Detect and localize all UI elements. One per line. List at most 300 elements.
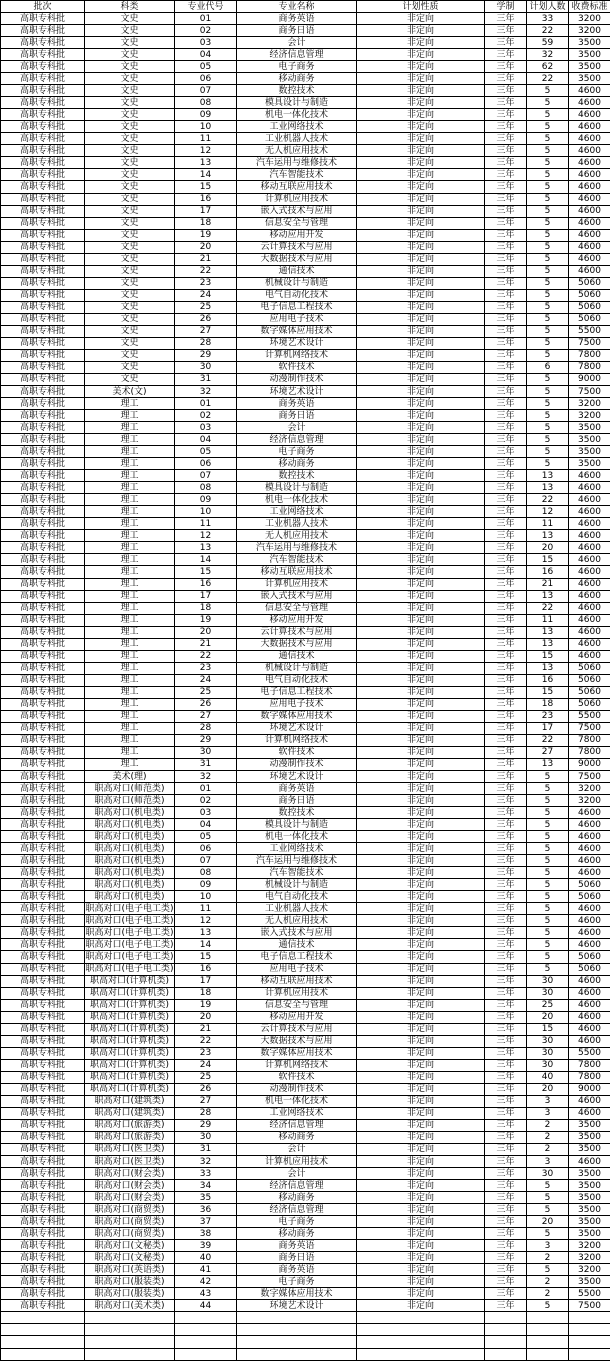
blank-cell	[237, 1324, 357, 1336]
major-name-cell: 商务日语	[237, 25, 357, 37]
batch-cell: 高职专科批	[1, 25, 85, 37]
table-row	[1, 939, 610, 951]
table-row	[1, 337, 610, 349]
major-name-cell: 会计	[237, 37, 357, 49]
major-code-cell: 24	[175, 289, 237, 301]
category-cell: 理工	[85, 446, 175, 458]
major-code-cell: 22	[175, 265, 237, 277]
plan-type-cell: 非定向	[357, 1276, 485, 1288]
table-row	[1, 963, 610, 975]
major-name-cell: 电子信息工程技术	[237, 301, 357, 313]
table-row	[1, 470, 610, 482]
duration-cell: 三年	[485, 771, 527, 783]
category-cell: 文史	[85, 13, 175, 25]
table-row	[1, 61, 610, 73]
tuition-cell: 4600	[569, 121, 610, 133]
major-code-cell: 19	[175, 229, 237, 241]
category-cell: 职高对口(医卫类)	[85, 1156, 175, 1168]
major-name-cell: 机电一体化技术	[237, 109, 357, 121]
table-row	[1, 831, 610, 843]
category-cell: 理工	[85, 590, 175, 602]
table-row	[1, 734, 610, 746]
table-row	[1, 265, 610, 277]
tuition-cell: 3500	[569, 1192, 610, 1204]
duration-cell: 三年	[485, 61, 527, 73]
plan-type-cell: 非定向	[357, 121, 485, 133]
duration-cell: 三年	[485, 289, 527, 301]
tuition-cell: 9000	[569, 373, 610, 385]
major-name-cell: 软件技术	[237, 746, 357, 758]
major-code-cell: 25	[175, 686, 237, 698]
category-cell: 文史	[85, 253, 175, 265]
batch-cell: 高职专科批	[1, 1131, 85, 1143]
duration-cell: 三年	[485, 337, 527, 349]
duration-cell: 三年	[485, 37, 527, 49]
plan-count-cell: 11	[527, 518, 569, 530]
major-code-cell: 17	[175, 590, 237, 602]
table-row	[1, 277, 610, 289]
blank-cell	[485, 1336, 527, 1348]
major-code-cell: 29	[175, 734, 237, 746]
blank-row	[1, 1336, 610, 1348]
major-code-cell: 16	[175, 578, 237, 590]
plan-type-cell: 非定向	[357, 13, 485, 25]
duration-cell: 三年	[485, 698, 527, 710]
major-code-cell: 21	[175, 1023, 237, 1035]
major-name-cell: 数字媒体应用技术	[237, 1047, 357, 1059]
major-name-cell: 移动应用开发	[237, 1011, 357, 1023]
batch-cell: 高职专科批	[1, 373, 85, 385]
duration-cell: 三年	[485, 361, 527, 373]
batch-cell: 高职专科批	[1, 518, 85, 530]
category-cell: 文史	[85, 361, 175, 373]
category-cell: 理工	[85, 602, 175, 614]
major-code-cell: 02	[175, 795, 237, 807]
plan-type-cell: 非定向	[357, 229, 485, 241]
major-name-cell: 工业网络技术	[237, 121, 357, 133]
batch-cell: 高职专科批	[1, 975, 85, 987]
batch-cell: 高职专科批	[1, 674, 85, 686]
plan-type-cell: 非定向	[357, 73, 485, 85]
duration-cell: 三年	[485, 638, 527, 650]
table-row	[1, 1288, 610, 1300]
category-cell: 文史	[85, 133, 175, 145]
tuition-cell: 4600	[569, 518, 610, 530]
tuition-cell: 4600	[569, 554, 610, 566]
plan-count-cell: 22	[527, 494, 569, 506]
table-row	[1, 145, 610, 157]
duration-cell: 三年	[485, 121, 527, 133]
plan-type-cell: 非定向	[357, 951, 485, 963]
plan-count-cell: 13	[527, 758, 569, 770]
tuition-cell: 3500	[569, 1180, 610, 1192]
category-cell: 职高对口(机电类)	[85, 855, 175, 867]
table-row	[1, 1300, 610, 1312]
duration-cell: 三年	[485, 626, 527, 638]
duration-cell: 三年	[485, 1107, 527, 1119]
major-code-cell: 01	[175, 398, 237, 410]
batch-cell: 高职专科批	[1, 1095, 85, 1107]
table-row	[1, 1216, 610, 1228]
category-cell: 职高对口(机电类)	[85, 843, 175, 855]
category-cell: 文史	[85, 25, 175, 37]
tuition-cell: 7800	[569, 349, 610, 361]
category-cell: 职高对口(电子电工类)	[85, 951, 174, 962]
batch-cell: 高职专科批	[1, 157, 85, 169]
tuition-cell: 4600	[569, 133, 610, 145]
table-row	[1, 373, 610, 385]
major-code-cell: 19	[175, 999, 237, 1011]
plan-count-cell: 5	[527, 121, 569, 133]
batch-cell: 高职专科批	[1, 145, 85, 157]
tuition-cell: 9000	[569, 1083, 610, 1095]
table-row	[1, 1059, 610, 1071]
duration-cell: 三年	[485, 301, 527, 313]
tuition-cell: 7500	[569, 771, 610, 783]
batch-cell: 高职专科批	[1, 37, 85, 49]
major-code-cell: 15	[175, 566, 237, 578]
blank-cell	[175, 1336, 237, 1348]
batch-cell: 高职专科批	[1, 1083, 85, 1095]
tuition-cell: 3500	[569, 1131, 610, 1143]
blank-cell	[1, 1312, 85, 1324]
plan-count-cell: 20	[527, 1011, 569, 1023]
major-name-cell: 电子信息工程技术	[237, 951, 357, 963]
major-code-cell: 06	[175, 843, 237, 855]
table-row	[1, 1071, 610, 1083]
category-cell: 职高对口(计算机类)	[85, 999, 175, 1011]
duration-cell: 三年	[485, 97, 527, 109]
category-cell: 理工	[85, 566, 175, 578]
duration-cell: 三年	[485, 1131, 527, 1143]
plan-type-cell: 非定向	[357, 1071, 485, 1083]
tuition-cell: 3500	[569, 1119, 610, 1131]
batch-cell: 高职专科批	[1, 963, 85, 975]
tuition-cell: 7500	[569, 337, 610, 349]
plan-count-cell: 5	[527, 301, 569, 313]
batch-cell: 高职专科批	[1, 578, 85, 590]
major-name-cell: 商务英语	[237, 1264, 357, 1276]
category-cell: 职高对口(电子电工类)	[85, 964, 174, 975]
category-cell: 文史	[85, 181, 175, 193]
major-code-cell: 02	[175, 410, 237, 422]
plan-count-cell: 30	[527, 1168, 569, 1180]
batch-cell: 高职专科批	[1, 686, 85, 698]
duration-cell: 三年	[485, 746, 527, 758]
category-cell: 职高对口(财会类)	[85, 1192, 175, 1204]
plan-count-cell: 5	[527, 265, 569, 277]
plan-count-cell: 5	[527, 867, 569, 879]
major-name-cell: 商务英语	[237, 398, 357, 410]
duration-cell: 三年	[485, 482, 527, 494]
plan-count-cell: 5	[527, 157, 569, 169]
plan-type-cell: 非定向	[357, 37, 485, 49]
table-row	[1, 205, 610, 217]
tuition-cell: 5060	[569, 301, 610, 313]
table-row	[1, 795, 610, 807]
major-code-cell: 06	[175, 73, 237, 85]
tuition-cell: 4600	[569, 494, 610, 506]
tuition-cell: 3500	[569, 73, 610, 85]
table-row	[1, 662, 610, 674]
table-row	[1, 422, 610, 434]
tuition-cell: 4600	[569, 1011, 610, 1023]
major-code-cell: 36	[175, 1204, 237, 1216]
plan-count-cell: 5	[527, 398, 569, 410]
duration-cell: 三年	[485, 554, 527, 566]
plan-type-cell: 非定向	[357, 1168, 485, 1180]
major-code-cell: 23	[175, 662, 237, 674]
duration-cell: 三年	[485, 602, 527, 614]
plan-count-cell: 3	[527, 1240, 569, 1252]
major-name-cell: 机械设计与制造	[237, 277, 357, 289]
category-cell: 理工	[85, 542, 175, 554]
plan-count-cell: 27	[527, 746, 569, 758]
batch-cell: 高职专科批	[1, 181, 85, 193]
major-code-cell: 02	[175, 25, 237, 37]
plan-count-cell: 2	[527, 1288, 569, 1300]
major-name-cell: 商务英语	[237, 783, 357, 795]
category-cell: 理工	[85, 398, 175, 410]
batch-cell: 高职专科批	[1, 1276, 85, 1288]
major-code-cell: 33	[175, 1168, 237, 1180]
plan-count-cell: 5	[527, 205, 569, 217]
category-cell: 文史	[85, 277, 175, 289]
tuition-cell: 5060	[569, 662, 610, 674]
plan-type-cell: 非定向	[357, 325, 485, 337]
plan-type-cell: 非定向	[357, 1131, 485, 1143]
major-code-cell: 08	[175, 97, 237, 109]
major-name-cell: 嵌入式技术与应用	[237, 590, 357, 602]
tuition-cell: 3500	[569, 434, 610, 446]
major-name-cell: 移动商务	[237, 73, 357, 85]
batch-cell: 高职专科批	[1, 301, 85, 313]
table-row	[1, 49, 610, 61]
blank-cell	[237, 1336, 357, 1348]
major-name-cell: 电子商务	[237, 1276, 357, 1288]
plan-type-cell: 非定向	[357, 157, 485, 169]
major-name-cell: 动漫制作技术	[237, 758, 357, 770]
duration-cell: 三年	[485, 855, 527, 867]
plan-count-cell: 20	[527, 1083, 569, 1095]
category-cell: 文史	[85, 49, 175, 61]
table-row	[1, 37, 610, 49]
category-cell: 职高对口(旅游类)	[85, 1131, 175, 1143]
batch-cell: 高职专科批	[1, 530, 85, 542]
plan-type-cell: 非定向	[357, 566, 485, 578]
major-name-cell: 大数据技术与应用	[237, 638, 357, 650]
major-name-cell: 电子商务	[237, 446, 357, 458]
plan-type-cell: 非定向	[357, 650, 485, 662]
batch-cell: 高职专科批	[1, 49, 85, 61]
plan-type-cell: 非定向	[357, 1059, 485, 1071]
plan-count-cell: 11	[527, 614, 569, 626]
plan-count-cell: 5	[527, 915, 569, 927]
category-cell: 职高对口(美术类)	[85, 1300, 175, 1312]
tuition-cell: 3200	[569, 410, 610, 422]
major-name-cell: 商务日语	[237, 1252, 357, 1264]
category-cell: 文史	[85, 37, 175, 49]
duration-cell: 三年	[485, 999, 527, 1011]
duration-cell: 三年	[485, 891, 527, 903]
batch-cell: 高职专科批	[1, 1240, 85, 1252]
plan-count-cell: 5	[527, 891, 569, 903]
batch-cell: 高职专科批	[1, 1011, 85, 1023]
duration-cell: 三年	[485, 686, 527, 698]
duration-cell: 三年	[485, 506, 527, 518]
plan-type-cell: 非定向	[357, 277, 485, 289]
table-row	[1, 121, 610, 133]
tuition-cell: 4600	[569, 602, 610, 614]
duration-cell: 三年	[485, 229, 527, 241]
major-name-cell: 数控技术	[237, 807, 357, 819]
category-cell: 理工	[85, 686, 175, 698]
tuition-cell: 3200	[569, 1240, 610, 1252]
table-row	[1, 771, 610, 783]
tuition-cell: 3500	[569, 1143, 610, 1155]
major-name-cell: 会计	[237, 1168, 357, 1180]
plan-type-cell: 非定向	[357, 506, 485, 518]
tuition-cell: 4600	[569, 999, 610, 1011]
major-code-cell: 31	[175, 758, 237, 770]
table-row	[1, 578, 610, 590]
batch-cell: 高职专科批	[1, 386, 85, 398]
major-name-cell: 计算机应用技术	[237, 1156, 357, 1168]
duration-cell: 三年	[485, 349, 527, 361]
duration-cell: 三年	[485, 566, 527, 578]
category-cell: 文史	[85, 349, 175, 361]
batch-cell: 高职专科批	[1, 1192, 85, 1204]
duration-cell: 三年	[485, 1228, 527, 1240]
category-cell: 文史	[85, 373, 175, 385]
table-row	[1, 903, 610, 915]
tuition-cell: 5060	[569, 698, 610, 710]
batch-cell: 高职专科批	[1, 915, 85, 927]
batch-cell: 高职专科批	[1, 97, 85, 109]
table-row	[1, 855, 610, 867]
duration-cell: 三年	[485, 446, 527, 458]
major-name-cell: 应用电子技术	[237, 963, 357, 975]
major-code-cell: 12	[175, 915, 237, 927]
major-code-cell: 25	[175, 1071, 237, 1083]
table-row	[1, 1047, 610, 1059]
major-name-cell: 移动互联应用技术	[237, 975, 357, 987]
plan-type-cell: 非定向	[357, 85, 485, 97]
plan-type-cell: 非定向	[357, 446, 485, 458]
duration-cell: 三年	[485, 1023, 527, 1035]
plan-type-cell: 非定向	[357, 1143, 485, 1155]
batch-cell: 高职专科批	[1, 1288, 85, 1300]
plan-count-cell: 5	[527, 85, 569, 97]
major-code-cell: 01	[175, 13, 237, 25]
major-code-cell: 24	[175, 674, 237, 686]
tuition-cell: 4600	[569, 578, 610, 590]
tuition-cell: 4600	[569, 638, 610, 650]
batch-cell: 高职专科批	[1, 1300, 85, 1312]
tuition-cell: 7500	[569, 386, 610, 398]
plan-count-cell: 5	[527, 903, 569, 915]
table-row	[1, 915, 610, 927]
batch-cell: 高职专科批	[1, 795, 85, 807]
plan-type-cell: 非定向	[357, 313, 485, 325]
major-name-cell: 模具设计与制造	[237, 97, 357, 109]
category-cell: 文史	[85, 157, 175, 169]
duration-cell: 三年	[485, 169, 527, 181]
major-code-cell: 30	[175, 361, 237, 373]
major-code-cell: 09	[175, 494, 237, 506]
header-batch: 批次	[1, 1, 85, 13]
major-code-cell: 29	[175, 349, 237, 361]
category-cell: 理工	[85, 410, 175, 422]
batch-cell: 高职专科批	[1, 1035, 85, 1047]
category-cell: 理工	[85, 674, 175, 686]
plan-count-cell: 5	[527, 819, 569, 831]
tuition-cell: 4600	[569, 542, 610, 554]
major-name-cell: 环境艺术设计	[237, 771, 357, 783]
plan-count-cell: 5	[527, 795, 569, 807]
major-code-cell: 42	[175, 1276, 237, 1288]
plan-count-cell: 33	[527, 13, 569, 25]
duration-cell: 三年	[485, 903, 527, 915]
plan-type-cell: 非定向	[357, 915, 485, 927]
header-category: 科类	[85, 1, 175, 13]
batch-cell: 高职专科批	[1, 169, 85, 181]
duration-cell: 三年	[485, 734, 527, 746]
category-cell: 理工	[85, 482, 175, 494]
major-code-cell: 15	[175, 951, 237, 963]
plan-type-cell: 非定向	[357, 867, 485, 879]
category-cell: 职高对口(计算机类)	[85, 1011, 175, 1023]
batch-cell: 高职专科批	[1, 494, 85, 506]
batch-cell: 高职专科批	[1, 758, 85, 770]
plan-count-cell: 5	[527, 1264, 569, 1276]
major-name-cell: 无人机应用技术	[237, 915, 357, 927]
plan-count-cell: 15	[527, 1023, 569, 1035]
blank-cell	[357, 1348, 485, 1360]
tuition-cell: 5060	[569, 289, 610, 301]
plan-type-cell: 非定向	[357, 542, 485, 554]
plan-count-cell: 23	[527, 710, 569, 722]
plan-count-cell: 3	[527, 1156, 569, 1168]
major-name-cell: 无人机应用技术	[237, 145, 357, 157]
tuition-cell: 5500	[569, 1288, 610, 1300]
major-code-cell: 11	[175, 903, 237, 915]
plan-type-cell: 非定向	[357, 1264, 485, 1276]
major-name-cell: 模具设计与制造	[237, 819, 357, 831]
category-cell: 职高对口(计算机类)	[85, 1071, 175, 1083]
tuition-cell: 3200	[569, 783, 610, 795]
tuition-cell: 4600	[569, 530, 610, 542]
category-cell: 职高对口(师范类)	[85, 783, 175, 795]
duration-cell: 三年	[485, 410, 527, 422]
plan-type-cell: 非定向	[357, 1180, 485, 1192]
duration-cell: 三年	[485, 867, 527, 879]
major-code-cell: 41	[175, 1264, 237, 1276]
category-cell: 理工	[85, 758, 175, 770]
major-code-cell: 24	[175, 1059, 237, 1071]
header-major-code: 专业代号	[175, 1, 237, 13]
duration-cell: 三年	[485, 915, 527, 927]
plan-count-cell: 5	[527, 145, 569, 157]
blank-cell	[485, 1312, 527, 1324]
tuition-cell: 4600	[569, 1156, 610, 1168]
plan-type-cell: 非定向	[357, 1011, 485, 1023]
plan-count-cell: 5	[527, 193, 569, 205]
plan-type-cell: 非定向	[357, 746, 485, 758]
plan-count-cell: 5	[527, 169, 569, 181]
batch-cell: 高职专科批	[1, 867, 85, 879]
batch-cell: 高职专科批	[1, 85, 85, 97]
